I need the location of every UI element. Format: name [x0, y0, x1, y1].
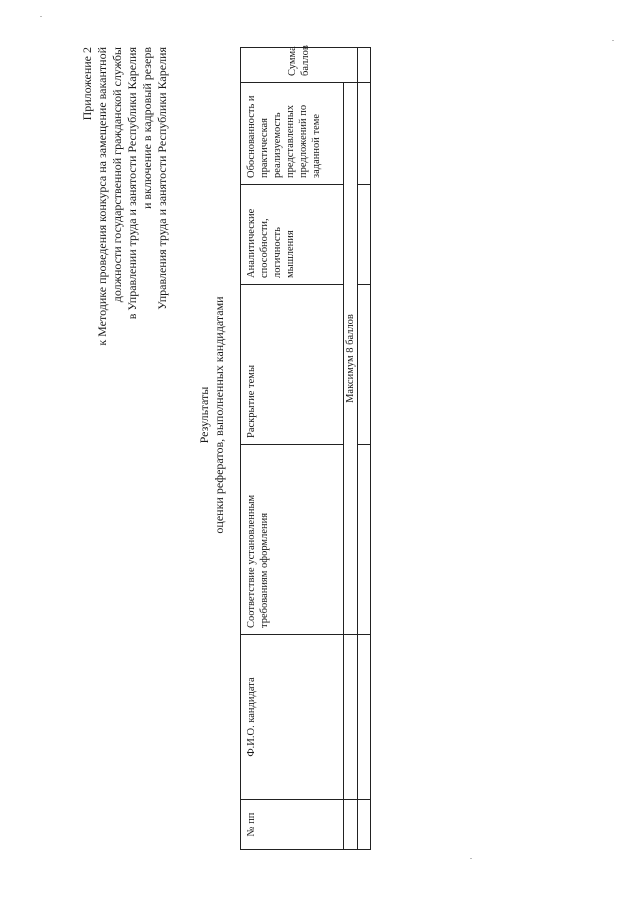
- col-header-topic: Раскрытие темы: [241, 285, 344, 445]
- appendix-line-3: должности государственной гражданской службы: [110, 47, 124, 303]
- document-title: [197, 210, 227, 620]
- results-table: [240, 47, 371, 850]
- appendix-line-4: в Управлении труда и занятости Республики Карелия: [125, 47, 139, 320]
- col-header-analytical: Аналитические способности, логичность мышления: [241, 185, 344, 285]
- appendix-line-2: к Методике проведения конкурса на замещение вакантной: [95, 47, 109, 346]
- scan-speck: [40, 16, 42, 17]
- scan-speck: [612, 40, 614, 41]
- col-header-feasibility: Обоснованность и практическая реализуемость представленных предложений по заданной теме: [241, 83, 344, 185]
- appendix-line-1: Приложение 2: [80, 47, 94, 121]
- header-row: [241, 48, 344, 850]
- scan-speck: [470, 858, 472, 859]
- col-header-total: Сумма баллов: [241, 48, 358, 83]
- max-score-row: [344, 48, 358, 850]
- max-row-blank-1: [344, 800, 358, 850]
- title-line-2: оценки рефератов, выполненных кандидатами: [212, 296, 226, 534]
- max-row-blank-2: [344, 635, 358, 800]
- max-score-cell: Максимум 8 баллов: [344, 83, 358, 635]
- col-header-name: Ф.И.О. кандидата: [241, 635, 344, 800]
- col-header-formatting: Соответствие установленным требованиям оформления: [241, 445, 344, 635]
- title-line-1: Результаты: [197, 386, 211, 444]
- table-row: [358, 48, 371, 850]
- col-header-number: № пп: [241, 800, 344, 850]
- appendix-line-5: и включение в кадровый резерв: [140, 47, 154, 210]
- appendix-line-6: Управления труда и занятости Республики Карелия: [155, 47, 169, 310]
- appendix-header: [80, 47, 170, 412]
